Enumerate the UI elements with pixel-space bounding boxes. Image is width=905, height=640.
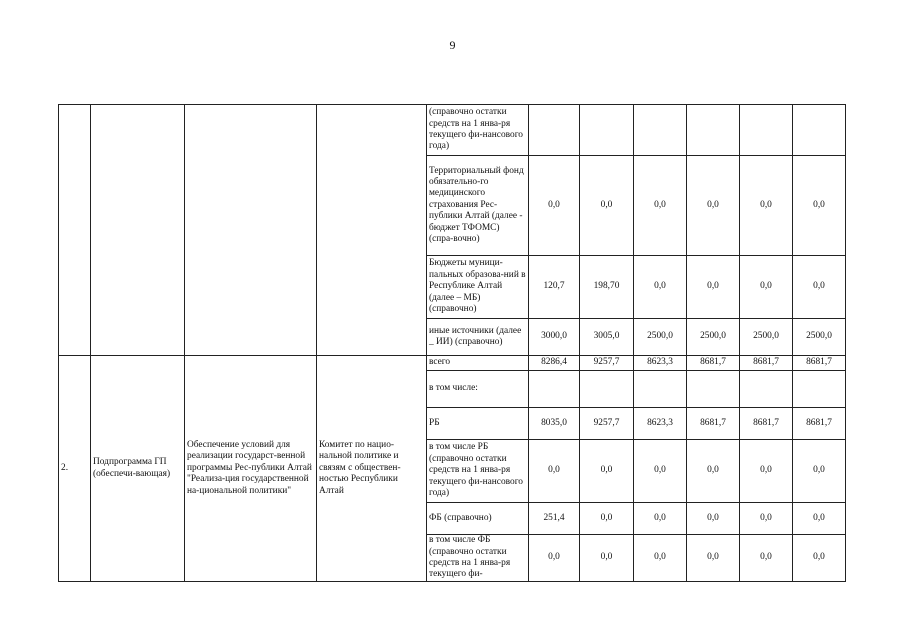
table-row	[59, 105, 905, 156]
value-cell: 8286,4	[529, 356, 580, 371]
value-cell: 0,0	[580, 535, 634, 582]
value-cell	[793, 371, 846, 408]
value-cell: 8681,7	[793, 356, 846, 371]
value-cell: 0,0	[793, 440, 846, 503]
value-cell: 0,0	[634, 440, 687, 503]
value-cell: 2500,0	[687, 319, 740, 356]
value-cell: 0,0	[687, 440, 740, 503]
funding-source: ФБ (справочно)	[427, 503, 529, 535]
value-cell: 3000,0	[529, 319, 580, 356]
value-cell: 0,0	[740, 503, 793, 535]
table-row	[59, 356, 905, 371]
value-cell: 120,7	[529, 256, 580, 319]
value-cell	[580, 105, 634, 156]
value-cell: 9257,7	[580, 356, 634, 371]
value-cell: 0,0	[687, 535, 740, 582]
value-cell	[529, 105, 580, 156]
value-cell	[687, 371, 740, 408]
value-cell: 0,0	[634, 535, 687, 582]
value-cell: 251,4	[529, 503, 580, 535]
value-cell: 0,0	[740, 156, 793, 256]
value-cell: 2500,0	[634, 319, 687, 356]
value-cell: 0,0	[793, 156, 846, 256]
value-cell: 0,0	[740, 440, 793, 503]
value-cell: 0,0	[793, 256, 846, 319]
value-cell	[740, 371, 793, 408]
value-cell: 0,0	[580, 156, 634, 256]
value-cell: 8681,7	[687, 356, 740, 371]
value-cell: 0,0	[529, 156, 580, 256]
value-cell: 0,0	[580, 503, 634, 535]
value-cell: 0,0	[740, 256, 793, 319]
value-cell: 0,0	[687, 156, 740, 256]
value-cell: 0,0	[793, 503, 846, 535]
subprogram-goal: Обеспечение условий для реализации государст-венной программы Рес-публики Алтай "Реализа-ция государственной на-циональной политики"	[185, 356, 317, 582]
value-cell: 198,70	[580, 256, 634, 319]
funding-source: в том числе РБ (справочно остатки средств на 1 янва-ря текущего фи-нансового года)	[427, 440, 529, 503]
value-cell: 0,0	[687, 256, 740, 319]
value-cell: 0,0	[740, 535, 793, 582]
section-number: 2.	[59, 356, 91, 582]
value-cell	[580, 371, 634, 408]
funding-source: в том числе:	[427, 371, 529, 408]
funding-source: иные источники (далее _ ИИ) (справочно)	[427, 319, 529, 356]
value-cell	[634, 105, 687, 156]
value-cell: 2500,0	[793, 319, 846, 356]
funding-source: Бюджеты муници-пальных образова-ний в Республике Алтай (далее – МБ) (справочно)	[427, 256, 529, 319]
value-cell	[529, 371, 580, 408]
goal-cell	[185, 105, 317, 356]
name-cell	[91, 105, 185, 356]
value-cell: 0,0	[529, 440, 580, 503]
value-cell	[634, 371, 687, 408]
value-cell: 0,0	[580, 440, 634, 503]
value-cell: 3005,0	[580, 319, 634, 356]
value-cell: 2500,0	[740, 319, 793, 356]
value-cell	[740, 105, 793, 156]
value-cell: 9257,7	[580, 408, 634, 440]
value-cell: 0,0	[634, 256, 687, 319]
funding-source: (справочно остатки средств на 1 янва-ря текущего фи-нансового года)	[427, 105, 529, 156]
value-cell: 0,0	[634, 503, 687, 535]
subprogram-executor: Комитет по нацио-нальной политике и связям с обществен-ностью Республики Алтай	[317, 356, 427, 582]
number-cell	[59, 105, 91, 356]
value-cell: 0,0	[634, 156, 687, 256]
value-cell: 8681,7	[793, 408, 846, 440]
funding-source: Территориальный фонд обязательно-го медицинского страхования Рес-публики Алтай (далее - бюджет ТФОМС) (спра-вочно)	[427, 156, 529, 256]
value-cell: 8035,0	[529, 408, 580, 440]
value-cell: 8681,7	[740, 356, 793, 371]
page-number: 9	[449, 38, 456, 52]
funding-source: в том числе ФБ (справочно остатки средств на 1 янва-ря текущего фи-	[427, 535, 529, 582]
value-cell: 8681,7	[687, 408, 740, 440]
funding-source: РБ	[427, 408, 529, 440]
funding-table	[58, 104, 905, 582]
subprogram-name: Подпрограмма ГП (обеспечи-вающая)	[91, 356, 185, 582]
value-cell: 8623,3	[634, 408, 687, 440]
funding-source: всего	[427, 356, 529, 371]
value-cell: 0,0	[529, 535, 580, 582]
value-cell	[793, 105, 846, 156]
value-cell: 8623,3	[634, 356, 687, 371]
value-cell	[687, 105, 740, 156]
value-cell: 0,0	[793, 535, 846, 582]
value-cell: 8681,7	[740, 408, 793, 440]
value-cell: 0,0	[687, 503, 740, 535]
executor-cell	[317, 105, 427, 356]
